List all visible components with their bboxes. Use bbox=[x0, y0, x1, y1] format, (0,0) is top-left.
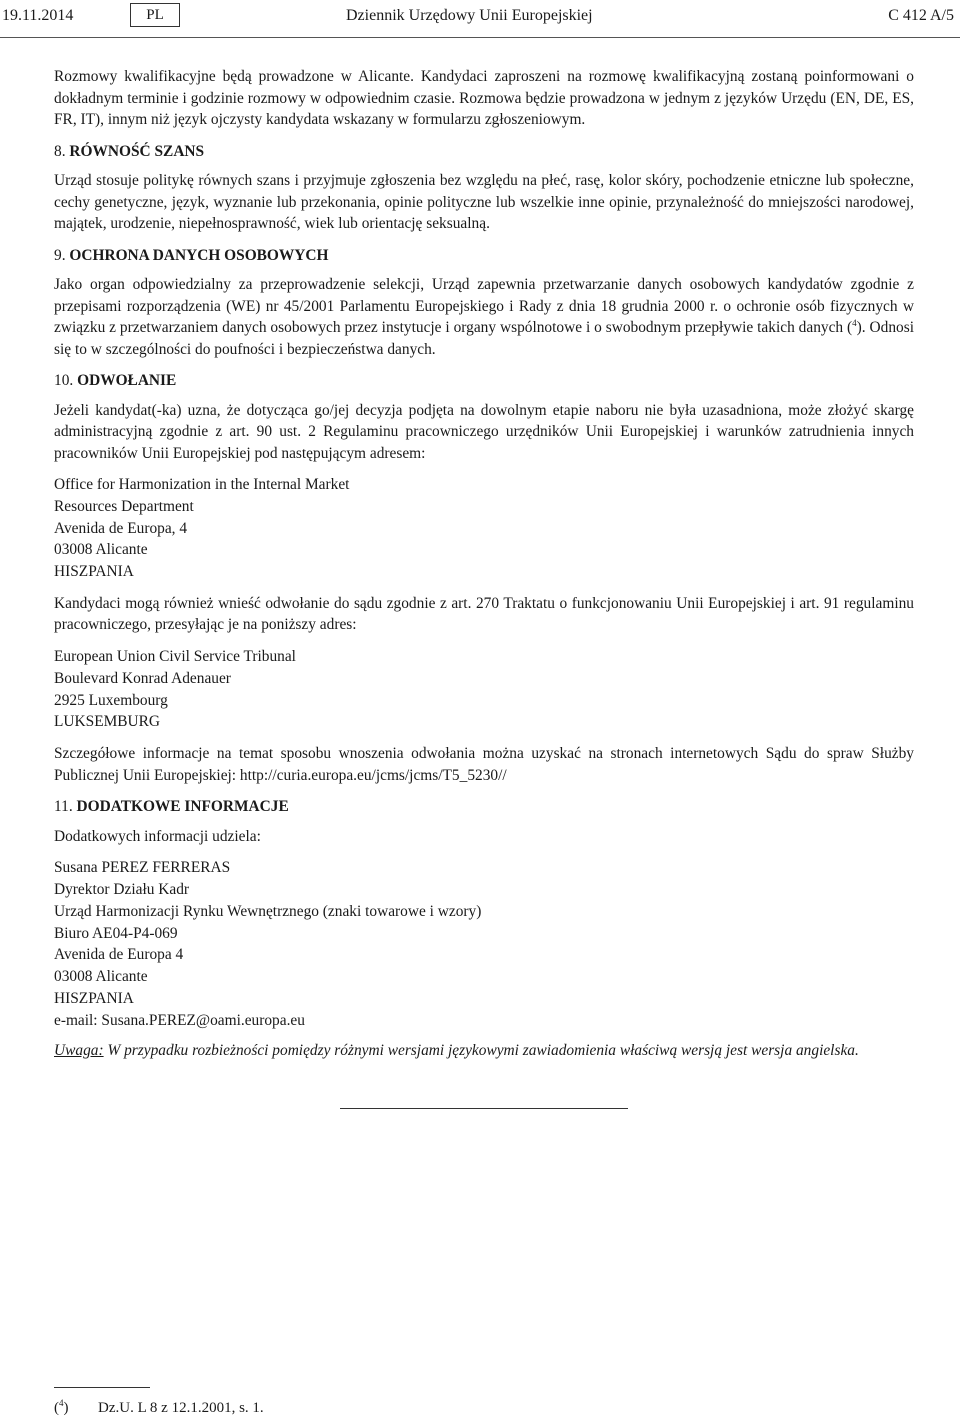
section-9-text: Jako organ odpowiedzialny za przeprowadzenie selekcji, Urząd zapewnia przetwarzanie danych osobowych kandydatów zgodnie z przepisami rozporządzenia (WE) nr 45/2001 Parlamentu Europejskiego i Rady z dnia 18 grudnia 2000 r. o ochronie osób fizycznych w związku z przetwarzaniem danych osobowych przez instytucje i organy wspólnotowe i o swobodnym przepływie takich danych ($^4$). Odnosi się to w szczególności do poufności i bezpieczeństwa danych. bbox=[54, 276, 915, 358]
address-line: LUKSEMBURG bbox=[54, 713, 161, 731]
section-title: OCHRONA DANYCH OSOBOWYCH bbox=[69, 246, 329, 264]
contact-line: HISZPANIA bbox=[54, 989, 134, 1007]
note-label: Uwaga: bbox=[54, 1041, 104, 1059]
address-ohim bbox=[54, 474, 914, 583]
page-header bbox=[0, 0, 960, 38]
address-line: HISZPANIA bbox=[54, 563, 134, 581]
contact-email[interactable]: e-mail: Susana.PEREZ@oami.europa.eu bbox=[54, 1011, 305, 1029]
section-number: 10. bbox=[54, 372, 74, 389]
note-text: W przypadku rozbieżności pomiędzy różnymi wersjami językowymi zawiadomienia właściwą wersją jest wersja angielska. bbox=[103, 1041, 859, 1059]
section-title: DODATKOWE INFORMACJE bbox=[76, 798, 289, 816]
footnote-reference[interactable]: 4 bbox=[852, 318, 857, 328]
section-number: 11. bbox=[54, 798, 73, 816]
address-tribunal bbox=[54, 646, 914, 733]
section-11-heading bbox=[54, 796, 914, 818]
contact-line: Dyrektor Działu Kadr bbox=[54, 880, 190, 898]
address-line: Boulevard Konrad Adenauer bbox=[54, 669, 231, 687]
contact-line: Biuro AE04-P4-069 bbox=[54, 924, 178, 942]
address-line: 03008 Alicante bbox=[54, 541, 148, 559]
section-number: 9. bbox=[54, 246, 66, 264]
address-line: Office for Harmonization in the Internal Market bbox=[54, 476, 350, 493]
publication-date: 19.11.2014 bbox=[2, 7, 74, 24]
footnote bbox=[54, 1398, 264, 1417]
section-8-text: Urząd stosuje politykę równych szans i przyjmuje zgłoszenia bez względu na płeć, rasę, kolor skóry, pochodzenie etniczne lub społeczne, cechy genetyczne, język, wyznanie lub przekonania, opinie polityczne lub wszelkie inne opinie, przynależność do mniejszości narodowej, majątek, urodzenie, niepełnosprawność, wiek lub orientację seksualną. bbox=[54, 172, 914, 232]
section-8-heading bbox=[54, 141, 914, 163]
language-badge: PL bbox=[130, 3, 180, 27]
section-9-heading bbox=[54, 245, 914, 267]
document-body bbox=[54, 66, 914, 1061]
footnote-text: Dz.U. L 8 z 12.1.2001, s. 1. bbox=[98, 1400, 264, 1416]
language-note bbox=[54, 1040, 914, 1062]
footnote-rule bbox=[54, 1387, 150, 1388]
contact-line: 03008 Alicante bbox=[54, 968, 148, 986]
section-10-appeal-text: Kandydaci mogą również wnieść odwołanie do sądu zgodnie z art. 270 Traktatu o funkcjonowaniu Unii Europejskiej i art. 91 regulaminu pracowniczego, przesyłając je na poniższy adres: bbox=[54, 594, 914, 634]
journal-title: Dziennik Urzędowy Unii Europejskiej bbox=[346, 7, 593, 24]
address-line: 2925 Luxembourg bbox=[54, 691, 168, 709]
end-of-notice-rule bbox=[340, 1108, 628, 1109]
contact-block bbox=[54, 857, 914, 1031]
address-line: Resources Department bbox=[54, 497, 194, 515]
journal-reference: C 412 A/5 bbox=[888, 7, 954, 24]
header-rule bbox=[0, 37, 960, 38]
contact-line: Avenida de Europa 4 bbox=[54, 946, 184, 964]
contact-line: Susana PEREZ FERRERAS bbox=[54, 859, 231, 877]
address-line: Avenida de Europa, 4 bbox=[54, 519, 188, 537]
section-10-details-text: Szczegółowe informacje na temat sposobu wnoszenia odwołania można uzyskać na stronach internetowych Sądu do spraw Służby Publicznej Unii Europejskiej: http://curia.europa.eu/jcms/jcms/T5_5230// bbox=[54, 745, 914, 784]
section-title: ODWOŁANIE bbox=[77, 372, 177, 389]
intro-paragraph: Rozmowy kwalifikacyjne będą prowadzone w Alicante. Kandydaci zaproszeni na rozmowę kwalifikacyjną zostaną poinformowani o dokładnym terminie i godzinie rozmowy w odpowiednim czasie. Rozmowa będzie prowadzona w jednym z języków Urzędu (EN, DE, ES, FR, IT), innym niż język ojczysty kandydata wskazany w formularzu zgłoszeniowym. bbox=[54, 68, 914, 128]
section-number: 8. bbox=[54, 142, 66, 160]
section-10-heading bbox=[54, 370, 914, 392]
contact-line: Urząd Harmonizacji Rynku Wewnętrznego (znaki towarowe i wzory) bbox=[54, 902, 482, 920]
section-11-text: Dodatkowych informacji udziela: bbox=[54, 827, 261, 845]
footnote-marker: ($^4$) bbox=[54, 1398, 69, 1416]
section-title: RÓWNOŚĆ SZANS bbox=[69, 142, 205, 160]
section-10-text: Jeżeli kandydat(-ka) uzna, że dotycząca go/jej decyzja podjęta na dowolnym etapie naboru nie była uzasadniona, może złożyć skargę administracyjną zgodnie z art. 90 ust. 2 Regulaminu pracowniczego urzędników Unii Europejskiej i warunków zatrudnienia innych pracowników Unii Europejskiej pod następującym adresem: bbox=[54, 401, 914, 462]
address-line: European Union Civil Service Tribunal bbox=[54, 647, 296, 665]
